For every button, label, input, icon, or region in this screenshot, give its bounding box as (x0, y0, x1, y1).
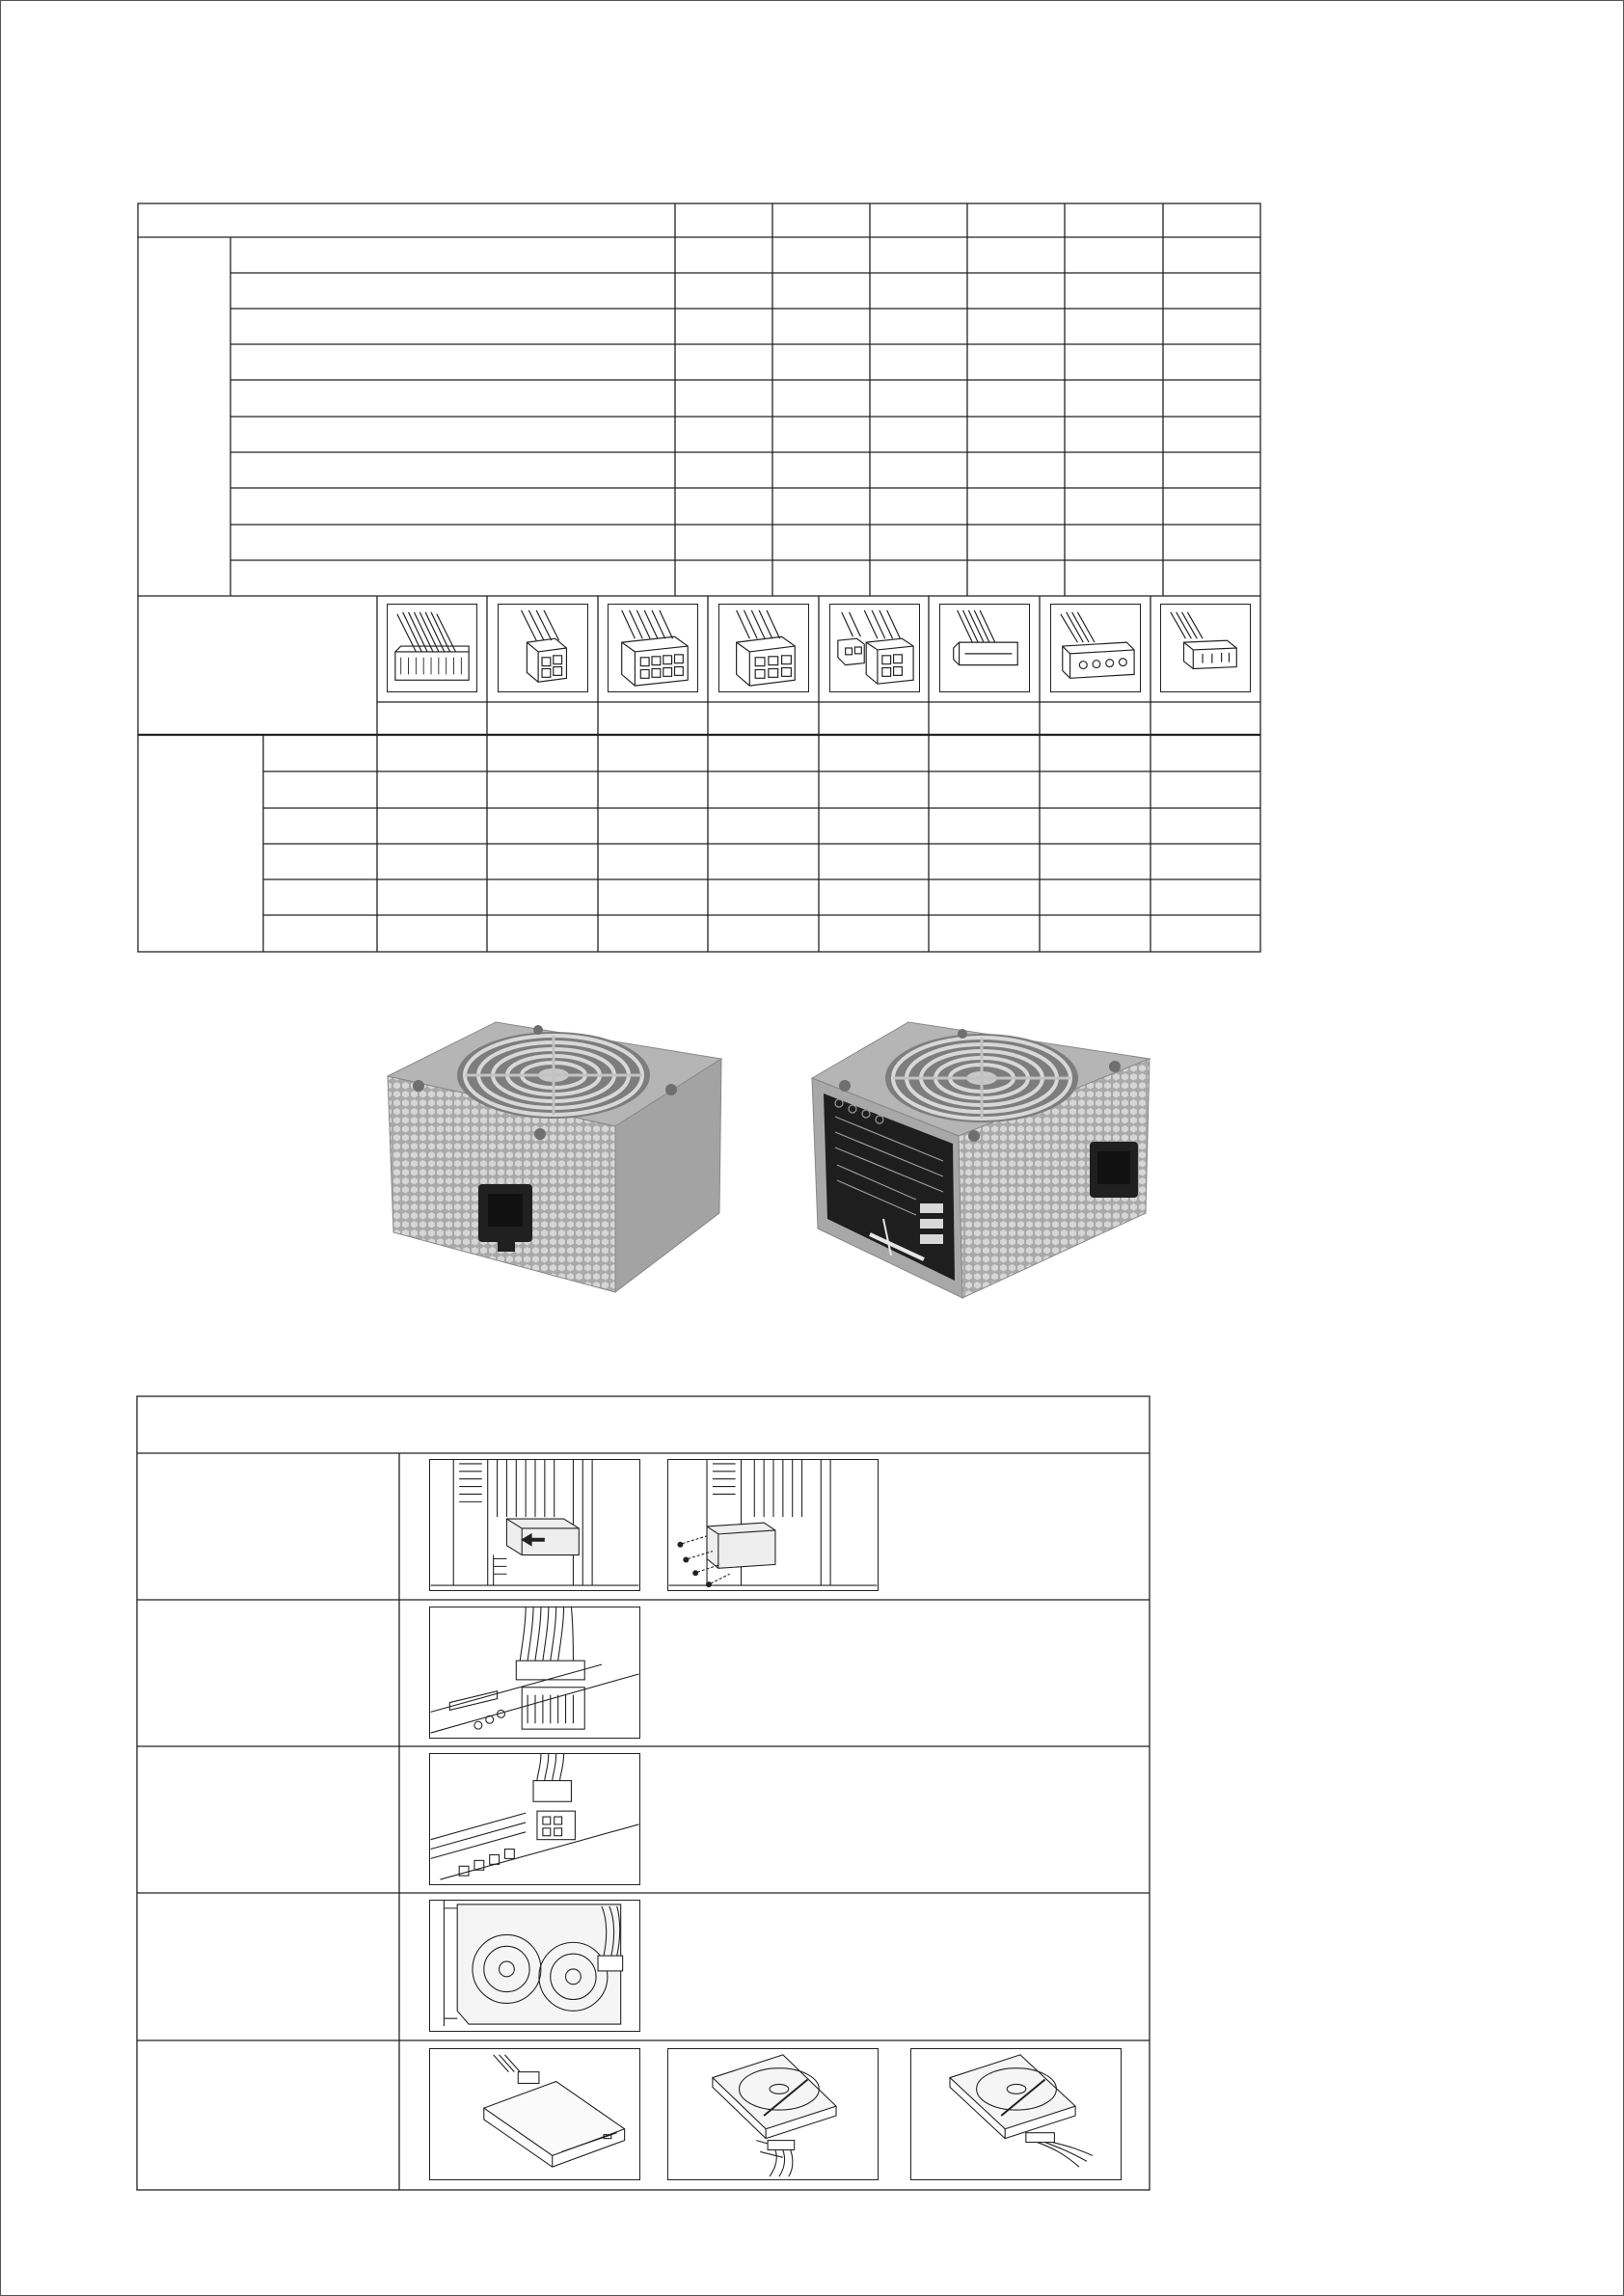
atx-24pin-connector-icon (387, 604, 477, 692)
floppy-4pin-connector-icon (1160, 604, 1251, 692)
psu-screw-mounting-illustration (667, 1459, 879, 1591)
psu-rear-view-photo (808, 1020, 1151, 1300)
spec-table-grid (0, 0, 1624, 964)
cpu-8pin-to-motherboard-illustration (429, 1753, 640, 1885)
molex-4pin-connector-icon (1050, 604, 1141, 692)
atx-24pin-to-motherboard-illustration (429, 1607, 640, 1739)
pcie-to-graphics-card-illustration (429, 1900, 640, 2032)
cpu-8pin-connector-icon (608, 604, 698, 692)
cpu-4pin-connector-icon (498, 604, 588, 692)
psu-front-view-photo (384, 1020, 723, 1300)
sata-to-hdd-illustration-2 (910, 2048, 1122, 2180)
pcie-6pin-connector-icon (718, 604, 809, 692)
sata-connector-icon (939, 604, 1030, 692)
molex-to-optical-drive-illustration (429, 2048, 640, 2180)
psu-insert-into-case-illustration (429, 1459, 640, 1591)
sata-to-hdd-illustration (667, 2048, 879, 2180)
pcie-8pin-connector-icon (829, 604, 920, 692)
